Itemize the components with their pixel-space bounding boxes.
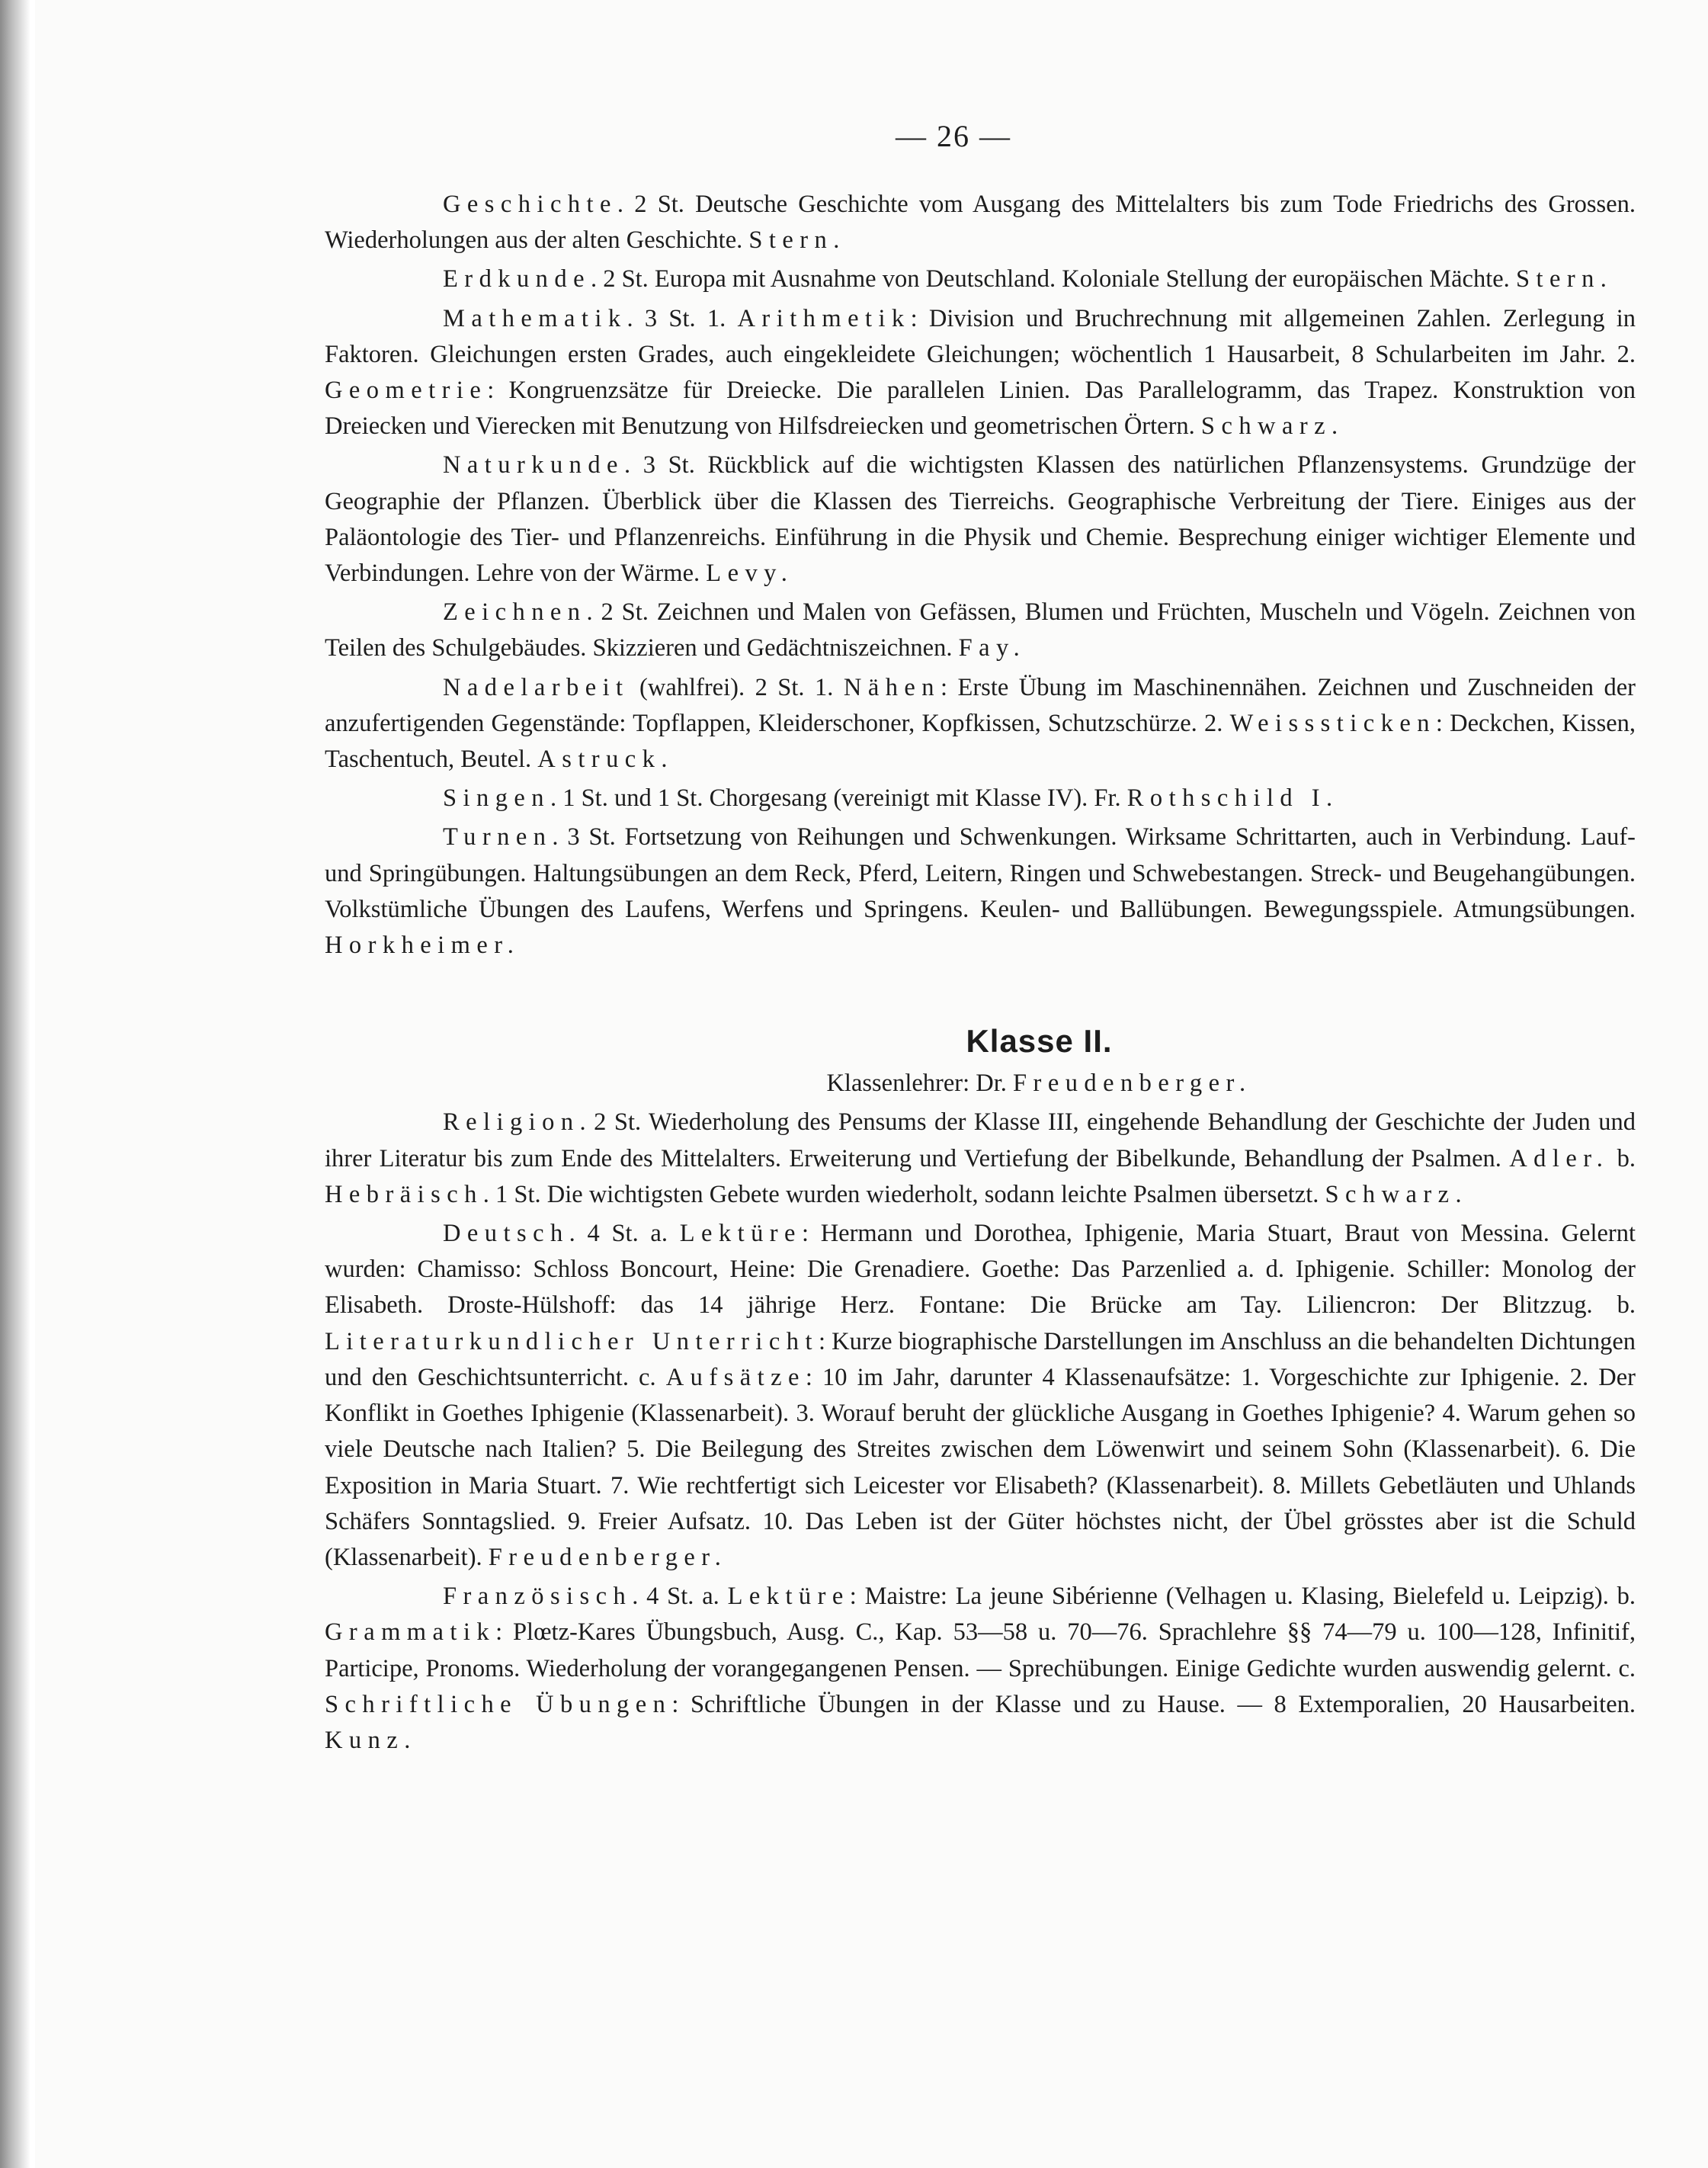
paragraph-naturkunde [325, 447, 1636, 592]
deutsch-text-4: : 10 im Jahr, darunter 4 Klassenaufsätze: 1. Vorgeschichte zur Iphigenie. 2. Der Konflikt in Goethes Iphigenie (Klassenarbeit). 3. Worauf beruht der glückliche Ausgang in Goethes Iphigenie? 4. Warum gehen so viele Deutsche nach Italien? 5. Die Beilegung des Streites zwischen dem Löwenwirt und seinem Sohn (Klassenarbeit). 6. Die Exposition in Maria Stuart. 7. Wie rechtfertigt sich Leicester vor Elisabeth? (Klassenarbeit). 8. Millets Gebetläuten und Uhlands Schäfers Sonntagslied. 9. Freier Aufsatz. 10. Das Leben ist der Güter höchstes nicht, der Übel grösstes aber ist die Schuld (Klassenarbeit). [325, 1363, 1636, 1571]
subject-singen: Singen [443, 784, 550, 813]
class-teacher-line [325, 1066, 1636, 1102]
teacher-freudenberger: Freudenberger. [488, 1543, 728, 1571]
subsubject-geometrie: Geometrie [325, 377, 488, 405]
document-page [35, 0, 1708, 2168]
subject-erdkunde: Erdkunde [443, 265, 591, 293]
subject-geschichte: Geschichte [443, 191, 617, 218]
mathematik-text-2: : Division und Bruchrechnung mit allgemeinen Zahlen. Zerlegung in Faktoren. Gleichungen ersten Grades, auch eingekleidete Gleichungen; wöchentlich 1 Hausarbeit, 8 Schularbeiten im Jahr. 2. [325, 304, 1636, 368]
subsubject-hebraeisch: Hebräisch [325, 1180, 483, 1208]
religion-text-2: b. [1609, 1144, 1636, 1172]
nadelarbeit-text-2: : Erste Übung im Maschinennähen. Zeichnen und Zuschneiden der anzufertigenden Gegenstände: Topflappen, Kleiderschoner, Kopfkissen, Schutzschürze. 2. [325, 673, 1636, 737]
religion-text-1: . 2 St. Wiederholung des Pensums der Klasse III, eingehende Behandlung der Geschichte der Juden und ihrer Literatur bis zum Ende des Mittelalters. Erweiterung und Vertiefung der Bibelkunde, Behandlung der Psalmen. [325, 1108, 1636, 1172]
paragraph-geschichte [325, 187, 1636, 258]
subject-franzoesisch: Französisch [443, 1583, 633, 1611]
deutsch-text-3: : Kurze biographische Darstellungen im Anschluss an die behandelten Dichtungen und den Geschichtsunterricht. c. [325, 1327, 1636, 1391]
naturkunde-text: . 3 St. Rückblick auf die wichtigsten Klassen des natürlichen Pflanzensystems. Grundzüge der Geographie der Pflanzen. Überblick über die Klassen des Tierreichs. Geographische Verbreitung der Tiere. Einiges aus der Paläontologie des Tier- und Pflanzenreichs. Einführung in die Physik und Chemie. Besprechung einiger wichtiger Elemente und Verbindungen. Lehre von der Wärme. [325, 451, 1636, 588]
nadelarbeit-text-1: (wahlfrei). 2 St. 1. [629, 673, 834, 701]
teacher-astruck: Astruck. [537, 746, 674, 774]
turnen-text: . 3 St. Fortsetzung von Reihungen und Schwenkungen. Wirksame Schrittarten, auch in Verbindung. Lauf- und Springübungen. Haltungsübungen an dem Reck, Pferd, Leitern, Ringen und Schwebestangen. Streck- und Beugehangübungen. Volkstümliche Übungen des Laufens, Werfens und Springens. Keulen- und Ballübungen. Bewegungsspiele. Atmungsübungen. [325, 823, 1636, 923]
paragraph-singen [325, 781, 1636, 816]
teacher-schwarz-religion: Schwarz. [1325, 1180, 1469, 1208]
teacher-fay: Fay. [958, 634, 1027, 662]
franzoesisch-text-1: . 4 St. a. [632, 1583, 719, 1611]
zeichnen-text: . 2 St. Zeichnen und Malen von Gefässen, Blumen und Früchten, Muscheln und Vögeln. Zeichnen von Teilen des Schulgebäudes. Skizzieren und Gedächtniszeichnen. [325, 598, 1636, 662]
subject-nadelarbeit: Nadelarbeit [443, 673, 630, 701]
subject-turnen: Turnen [443, 823, 553, 851]
teacher-levy: Levy. [706, 560, 794, 588]
paragraph-religion [325, 1105, 1636, 1213]
subject-religion: Religion [443, 1108, 580, 1137]
teacher-adler: Adler. [1509, 1144, 1610, 1172]
mathematik-text-1: . 3 St. 1. [626, 304, 726, 332]
subsubject-arithmetik: Arithmetik [737, 304, 911, 332]
paragraph-deutsch [325, 1216, 1636, 1576]
paragraph-erdkunde [325, 261, 1636, 297]
subsubject-lektuere-fr: Lektüre [727, 1583, 850, 1611]
paragraph-zeichnen [325, 595, 1636, 666]
class-heading: Klasse II. [966, 1023, 1113, 1060]
class-teacher-label: Klassenlehrer: Dr. [826, 1070, 1007, 1098]
subsubject-grammatik: Grammatik [325, 1618, 496, 1647]
paragraph-nadelarbeit [325, 670, 1636, 778]
subject-naturkunde: Naturkunde [443, 451, 624, 479]
section-gap [325, 967, 1636, 1020]
paragraph-franzoesisch [325, 1579, 1636, 1759]
teacher-schwarz: Schwarz. [1200, 412, 1344, 441]
teacher-stern-erdkunde: Stern. [1515, 265, 1613, 293]
teacher-stern: Stern. [748, 226, 846, 255]
paragraph-mathematik [325, 301, 1636, 445]
religion-text-3: . 1 St. Die wichtigsten Gebete wurden wiederholt, sodann leichte Psalmen übersetzt. [482, 1180, 1319, 1208]
teacher-kunz: Kunz. [325, 1726, 417, 1754]
singen-text: . 1 St. und 1 St. Chorgesang (vereinigt mit Klasse IV). Fr. [550, 784, 1121, 813]
teacher-rothschild: Rothschild I. [1126, 784, 1339, 813]
subject-zeichnen: Zeichnen [443, 598, 587, 627]
page-number: — 26 — [896, 119, 1011, 153]
teacher-horkheimer: Horkheimer. [325, 932, 521, 960]
subsubject-schriftliche-uebungen: Schriftliche Übungen [325, 1690, 672, 1718]
scan-edge [0, 0, 30, 2168]
franzoesisch-text-4: : Schriftliche Übungen in der Klasse und zu Hause. — 8 Extemporalien, 20 Hausarbeiten. [671, 1690, 1636, 1718]
nadelarbeit-text-3: : Deckchen, Kissen, Taschentuch, Beutel. [325, 709, 1636, 774]
mathematik-text-3: : Kongruenzsätze für Dreiecke. Die parallelen Linien. Das Parallelogramm, das Trapez. Konstruktion von Dreiecken und Vierecken mit Benutzung von Hilfsdreiecken und geometrischen Örtern. [325, 377, 1636, 441]
page-content [325, 187, 1636, 1762]
franzoesisch-text-3: : Plœtz-Kares Übungsbuch, Ausg. C., Kap. 53—58 u. 70—76. Sprachlehre §§ 74—79 u. 100—128, Infinitif, Participe, Pronoms. Wiederholung der vorangegangenen Pensen. — Sprechübungen. Einige Gedichte wurden auswendig gelernt. c. [325, 1618, 1636, 1682]
geschichte-text: . 2 St. Deutsche Geschichte vom Ausgang des Mittelalters bis zum Tode Friedrichs des Grossen. Wiederholungen aus der alten Geschichte. [325, 191, 1636, 255]
subject-deutsch: Deutsch [443, 1220, 569, 1248]
subsubject-aufsaetze: Aufsätze [665, 1363, 806, 1391]
paragraph-turnen [325, 819, 1636, 964]
subsubject-naehen: Nähen [843, 673, 941, 701]
subsubject-literaturkunde: Literaturkundlicher Unterricht [325, 1327, 819, 1355]
franzoesisch-text-2: : Maistre: La jeune Sibérienne (Velhagen u. Klasing, Bielefeld u. Leipzig). b. [849, 1583, 1636, 1611]
subject-mathematik: Mathematik [443, 304, 627, 332]
class-teacher-name: Freudenberger. [1013, 1070, 1252, 1098]
deutsch-text-2: : Hermann und Dorothea, Iphigenie, Maria Stuart, Braut von Messina. Gelernt wurden: Chamisso: Schloss Boncourt, Heine: Die Grenadiere. Goethe: Das Parzenlied a. d. Iphigenie. Schiller: Monolog der Elisabeth. Droste-Hülshoff: das 14 jährige Herz. Fontane: Die Brücke am Tay. Liliencron: Der Blitzzug. b. [325, 1220, 1636, 1320]
erdkunde-text: . 2 St. Europa mit Ausnahme von Deutschland. Koloniale Stellung der europäischen Mächte. [590, 265, 1510, 293]
subsubject-lektuere: Lektüre [679, 1220, 802, 1248]
deutsch-text-1: . 4 St. a. [569, 1220, 668, 1248]
subsubject-weisssticken: Weisssticken [1229, 709, 1436, 737]
